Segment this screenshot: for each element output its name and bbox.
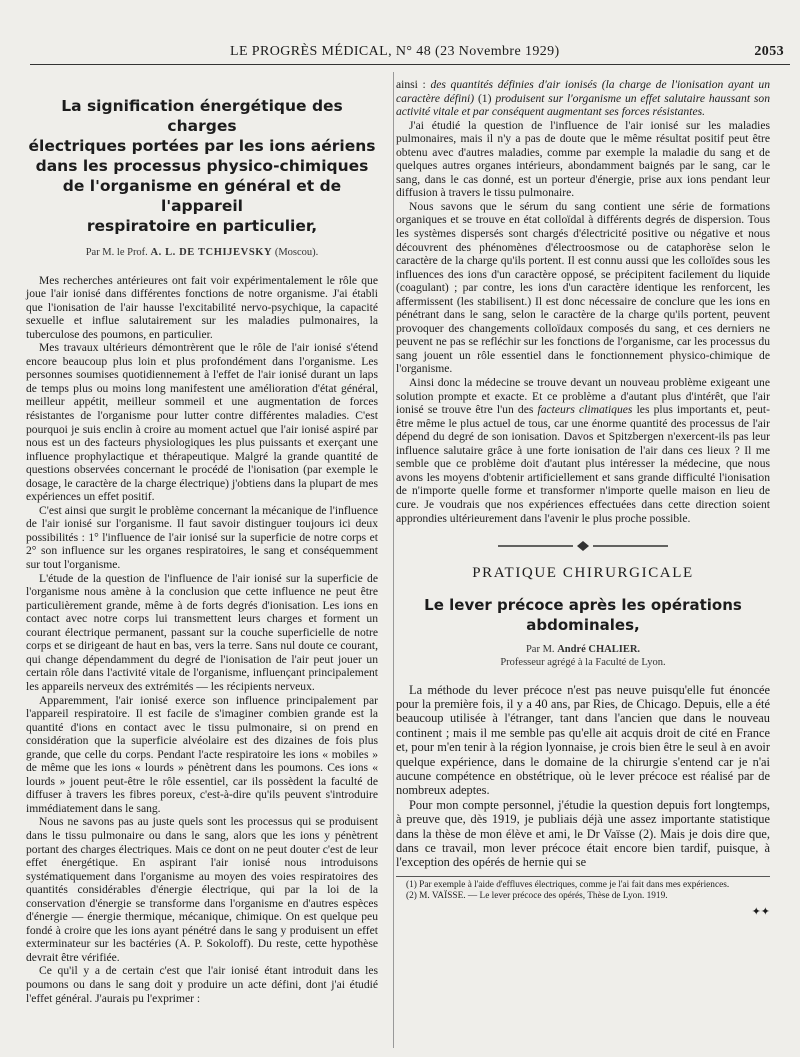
author-name: André CHALIER. [557, 643, 641, 655]
header-rule [30, 64, 790, 65]
right-column [396, 78, 770, 919]
running-header [0, 44, 800, 64]
title-line: respiratoire en particulier, [86, 217, 318, 235]
title-line: Le lever précoce après les opérations [424, 595, 742, 614]
author-location: (Moscou). [274, 247, 319, 258]
paragraph: Pour mon compte personnel, j'étudie la question depuis fort longtemps, à preuve que, dès 1919, je publiais déjà une assez importante statistique dans la thèse de mon élève et ami, le Dr Vaïsse (2). Mais je dois dire que, dans ce travail, mon lever précoce était encore bien tardif, puisque, à l'exception des opérés de hernie qui se [396, 797, 770, 870]
lead-intro: ainsi : [396, 78, 426, 91]
title-line: abdominales, [526, 615, 640, 634]
paragraph: Mes travaux ultérieurs démontrèrent que le rôle de l'air ionisé s'étend encore beaucoup plus loin et plus profondément dans l'organisme. Les personnes soumises quotidiennement à l'effet de l'air ionisé durant un laps de temps plus ou moins long manifestent une amélioration d'état général, meilleur appétit, meilleur sommeil et une augmentation de forces résistantes de l'organisme pour lutter contre différentes maladies. C'est pourquoi je suis enclin à croire au moment actuel que l'air ionisé aspiré par nous est un des facteurs physiologiques les plus puissants et exerçant une influence prophylactique et thérapeutique. Malgré la grande quantité de questions observées concernant le procédé de l'ionisation (par exemple le dosage, le caractère de la charge électrique) j'obtiens dans la plupart de mes expériences un effet positif. [26, 341, 378, 504]
ornament-rule-icon [498, 539, 668, 553]
article-title [26, 96, 378, 236]
byline-prefix: Par M. le Prof. [85, 247, 148, 258]
footnote: (2) M. VAÏSSE. — Le lever précoce des opérés, Thèse de Lyon. 1919. [406, 890, 668, 901]
paragraph: Apparemment, l'air ionisé exerce son influence principalement par l'appareil respiratoire. Il est facile de s'imaginer combien grande est la quantité d'ions en contact avec le tissu pulmonaire, si on prend en considération que la superficie alvéolaire est des dizaines de fois plus grande, que celle du corps. Pendant l'acte respiratoire les ions « mobiles » de même que les ions « lourds » pénètrent dans les poumons. Ces ions « lourds » jouent peut-être le rôle essentiel, car ils possèdent la faculté de diffuser à travers les fibres poreux, c'est-à-dire qu'ils peuvent s'introduire immédiatement dans le sang. [26, 693, 378, 815]
title-line: La signification énergétique des charges [61, 97, 343, 135]
footnotes [396, 876, 770, 902]
left-column [26, 96, 378, 1005]
footnote-ref: (1) [477, 91, 492, 105]
paragraph: C'est ainsi que surgit le problème concernant la mécanique de l'influence de l'air ionisé sur l'organisme. Il faut savoir distinguer toujours ici deux possibilités : 1° l'influence de l'air ionisé sur la superficie de notre corps et 2° son influence sur les organes respiratoires, le sang et conséquemment sur tout l'organisme. [26, 503, 378, 572]
title-line: électriques portées par les ions aériens [28, 137, 376, 155]
paragraph [396, 376, 770, 525]
column-divider [393, 72, 394, 1048]
title-line: dans les processus physico-chimiques [35, 157, 369, 175]
paragraph: Mes recherches antérieures ont fait voir expérimentalement le rôle que joue l'air ionisé dans différentes fonctions de notre organisme. J'ai établi que l'ionisation de l'air hausse l'excitabilité nervo-psychique, la capacité sexuelle et influe salutairement sur les maladies pulmonaires, la tuberculose des poumons, en particulier. [26, 273, 378, 341]
page-number: 2053 [754, 44, 784, 59]
paragraph: Nous ne savons pas au juste quels sont les processus qui se produisent dans le tissu pulmonaire ou dans le sang, alors que les ions y pénètrent portant des charges électriques. Mais ce dont on ne peut douter c'est de leur effet énergétique. En aspirant l'air ionisé nous introduisons systématiquement dans l'organisme au moyen des voies respiratoires des quantités considérables d'énergie électrique, qui par la loi de la conservation d'énergie se transforme dans l'organisme en d'autres espèces d'énergie — énergie thermique, mécanique, chimique. On est quelque peu fondé à croire que les ions ayant pénétré dans le sang y produisent un effet exterminateur sur les bactéries (A. P. Sokoloff). Du reste, cette hypothèse devrait être vérifiée. [26, 815, 378, 964]
byline [26, 246, 378, 260]
article2-title [396, 595, 770, 635]
text-span: Ainsi donc la médecine se trouve devant un nouveau problème exigeant une solution prompte et exacte. Et ce problème a d'autant plus d'intérêt, que l'air ionisé se trouve être l'un des [396, 376, 770, 417]
paragraph: L'étude de la question de l'influence de l'air ionisé sur la superficie de l'organisme nous amène à la conclusion que cette influence ne peut être particulièrement grande, même à de forts degrés d'ionisation. Les ions en contact avec notre corps lui transmettent leurs charges et forment un courant électrique permanent, passant sur la couche superficielle de notre corps et se dirigeant de haut en bas, vers la terre. Sans nul doute ce courant, qui change dépendamment du degré de l'ionisation de l'air peut jouer un certain rôle dans l'activité vitale de l'organisme, influençant principalement les appareils nerveux des extrémités — les récipients nerveux. [26, 571, 378, 693]
continued-paragraph [396, 78, 770, 119]
italic-term: facteurs climatiques [537, 403, 633, 417]
lead-italic-2: produisent sur l'organisme un effet salutaire haussant son activité vitale et par conséquent augmentant ses forces résistantes. [396, 91, 771, 119]
journal-title: LE PROGRÈS MÉDICAL, N° 48 (23 Novembre 1929) [230, 44, 560, 59]
byline-prefix: Par M. [525, 643, 555, 655]
author-name: A. L. DE TCHIJEVSKY [150, 247, 273, 258]
text-span: les plus importants et, peut-être même le plus actuel de tous, car une énorme quantité des processus de l'air dépend du degré de son ionisation. Davos et Spitzbergen n'exercent-ils pas leur influence salutaire grâce à une forte ionisation de l'air dans ces lieux ? Il me semble que ce problème doit d'autant plus intéresser la médecine, que nous avons les moyens d'obtenir artificiellement et sans grande difficulté l'ionisation de n'importe quelle forme et transformer n'importe quelle maison en lieu de cure. Je voudrais que nos expériences effectuées dans cette direction soient approndies ultérieurement dans l'avenir le plus proche possible. [396, 403, 770, 525]
paragraph: Ce qu'il y a de certain c'est que l'air ionisé étant introduit dans les poumons ou dans le sang doit y produire un acte défini, dont j'ai étudié l'effet général. J'aurais pu l'exprimer : [26, 964, 378, 1005]
article2-body [396, 683, 770, 870]
article2-byline [396, 643, 770, 669]
section-heading: PRATIQUE CHIRURGICALE [472, 565, 694, 582]
ornament-divider [396, 539, 770, 557]
end-mark: ✦✦ [751, 905, 770, 918]
footnote: (1) Par exemple à l'aide d'effluves électriques, comme je l'ai fait dans mes expériences. [406, 879, 730, 890]
title-line: de l'organisme en général et de l'appareil [62, 177, 342, 215]
lead-italic: des quantités définies d'air ionisés (la charge de l'ionisation ayant un caractère défini) [396, 78, 770, 105]
paragraph: J'ai étudié la question de l'influence de l'air ionisé sur les maladies pulmonaires, mais il n'y a pas de doute que le même résultat positif peut être obtenu avec d'autres maladies, comme par exemple la maladie du sang et de quelques autres organes intérieurs, abondamment baignés par le sang, car le sang, dans le cas donné, est un porteur d'énergie, prise aux ions pendant leur diffusion à travers le tissu pulmonaire. [396, 118, 770, 200]
paragraph: La méthode du lever précoce n'est pas neuve puisqu'elle fut énoncée pour la première fois, il y a 40 ans, par Ries, de Chicago. Depuis, elle a été beaucoup utilisée à l'étranger, tant dans l'ancien que dans le nouveau continent ; mais il me semble pas qu'elle ait acquis droit de cité en France et, pour m'en tenir à la région lyonnaise, je crois bien être le seul à en avoir quelque expérience, dans le domaine de la chirurgie s'entend car je n'ai aucune compétence en obstétrique, où le lever précoce est réalisé par de nombreux adeptes. [396, 682, 770, 798]
author-affiliation: Professeur agrégé à la Faculté de Lyon. [500, 656, 666, 668]
paragraph: Nous savons que le sérum du sang contient une série de formations organiques et se trouve en état colloïdal à différents degrés de dispersion. Tous les systèmes dispersés sont chargés d'électricité positive ou négative et nous découvrent des phénomènes d'électroosmose ou de cataphorèse selon le caractère de la charge qu'ils portent. Il est connu aussi que les colloïdes sous les influences des ions d'un caractère opposé, se précipitent facilement du liquide (coagulant) ; par contre, les ions d'un caractère identique les renforcent, les affermissent (les stabilisent.) Il est donc nécessaire de conclure que les ions en pénétrant dans le sang, selon le caractère de la charge qu'ils portent, peuvent provoquer des changements colloïdaux composés du sang, et ces derniers ne peuvent ne pas se refléchir sur les fonctions de l'organisme, car les processus du sang jouent un rôle essentiel dans le fonctionnement physico-chimique de l'organisme. [396, 199, 770, 376]
